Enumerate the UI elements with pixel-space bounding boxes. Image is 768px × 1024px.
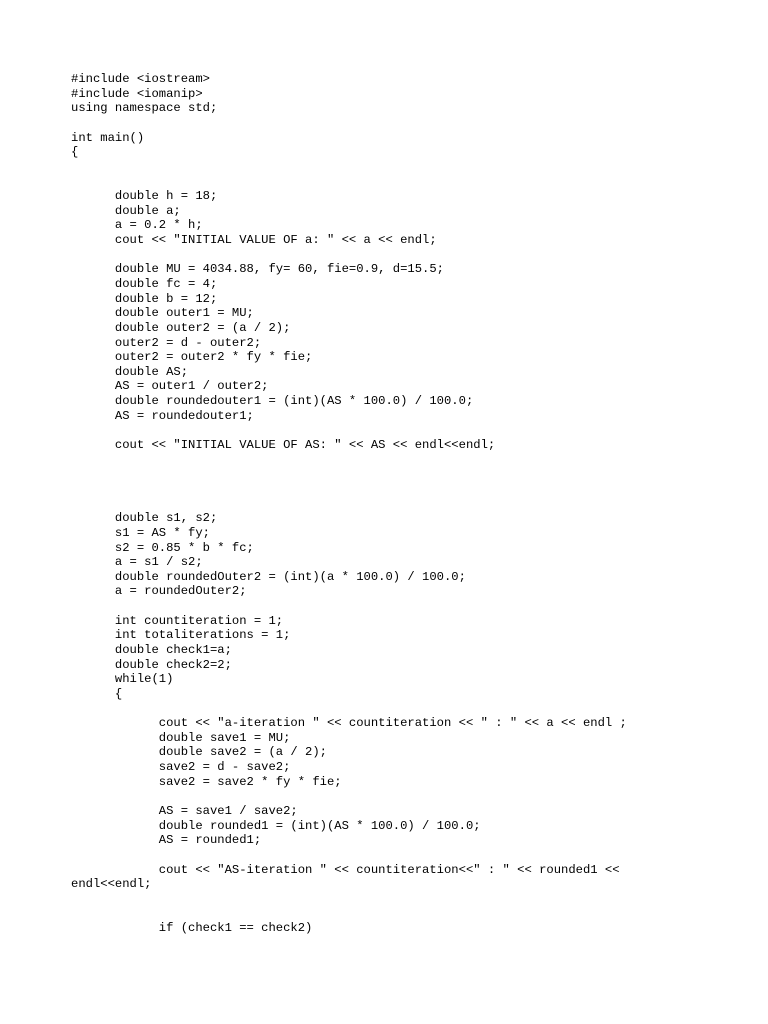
code-line: #include <iomanip>: [71, 86, 203, 101]
code-line: double s1, s2;: [71, 511, 218, 526]
code-line: [71, 248, 711, 263]
code-line: AS = save1 / save2;: [71, 804, 298, 819]
code-line: if (check1 == check2): [71, 921, 313, 936]
code-line: [71, 497, 711, 512]
code-line: AS = roundedouter1;: [71, 408, 254, 423]
code-line: AS = rounded1;: [71, 833, 262, 848]
code-line: while(1): [71, 672, 174, 687]
code-line: using namespace std;: [71, 101, 218, 116]
code-line: double a;: [71, 203, 181, 218]
code-line: [71, 423, 711, 438]
code-listing: [71, 72, 711, 936]
code-line: double outer1 = MU;: [71, 306, 254, 321]
code-line: [71, 892, 711, 907]
code-line: {: [71, 686, 123, 701]
code-line: [71, 116, 711, 131]
code-line: a = roundedOuter2;: [71, 584, 247, 599]
code-line: save2 = save2 * fy * fie;: [71, 774, 342, 789]
code-line: double AS;: [71, 364, 189, 379]
code-line: double b = 12;: [71, 291, 218, 306]
code-line: a = s1 / s2;: [71, 555, 203, 570]
code-line: [71, 160, 711, 175]
code-line: double check2=2;: [71, 657, 232, 672]
code-line: AS = outer1 / outer2;: [71, 379, 269, 394]
code-line: s2 = 0.85 * b * fc;: [71, 540, 254, 555]
code-line: int main(): [71, 130, 145, 145]
code-line: cout << "INITIAL VALUE OF a: " << a << endl;: [71, 233, 437, 248]
code-line: double roundedOuter2 = (int)(a * 100.0) / 100.0;: [71, 569, 466, 584]
code-line: [71, 174, 711, 189]
code-line: outer2 = outer2 * fy * fie;: [71, 350, 313, 365]
code-line: save2 = d - save2;: [71, 760, 291, 775]
code-line: double outer2 = (a / 2);: [71, 320, 291, 335]
code-line: {: [71, 145, 79, 160]
code-line: [71, 482, 711, 497]
code-line: double save1 = MU;: [71, 730, 291, 745]
code-line: [71, 453, 711, 468]
code-line: [71, 848, 711, 863]
code-line: cout << "INITIAL VALUE OF AS: " << AS << endl<<endl;: [71, 438, 496, 453]
code-line: s1 = AS * fy;: [71, 525, 210, 540]
code-line: double check1=a;: [71, 642, 232, 657]
code-line: a = 0.2 * h;: [71, 218, 203, 233]
code-line: int totaliterations = 1;: [71, 628, 291, 643]
code-line: double save2 = (a / 2);: [71, 745, 327, 760]
code-line: #include <iostream>: [71, 72, 210, 86]
code-line: outer2 = d - outer2;: [71, 335, 262, 350]
code-line: [71, 789, 711, 804]
code-line: [71, 907, 711, 922]
code-line: int countiteration = 1;: [71, 613, 284, 628]
code-line: [71, 702, 711, 717]
code-line: [71, 467, 711, 482]
code-line: cout << "a-iteration " << countiteration << " : " << a << endl ;: [71, 716, 627, 731]
code-line: double h = 18;: [71, 189, 218, 204]
code-line: [71, 599, 711, 614]
code-line: double fc = 4;: [71, 276, 218, 291]
code-line: double rounded1 = (int)(AS * 100.0) / 100.0;: [71, 818, 481, 833]
code-line: endl<<endl;: [71, 877, 152, 892]
code-line: double MU = 4034.88, fy= 60, fie=0.9, d=15.5;: [71, 262, 444, 277]
code-line: cout << "AS-iteration " << countiteration<<" : " << rounded1 <<: [71, 862, 620, 877]
code-line: double roundedouter1 = (int)(AS * 100.0) / 100.0;: [71, 394, 474, 409]
